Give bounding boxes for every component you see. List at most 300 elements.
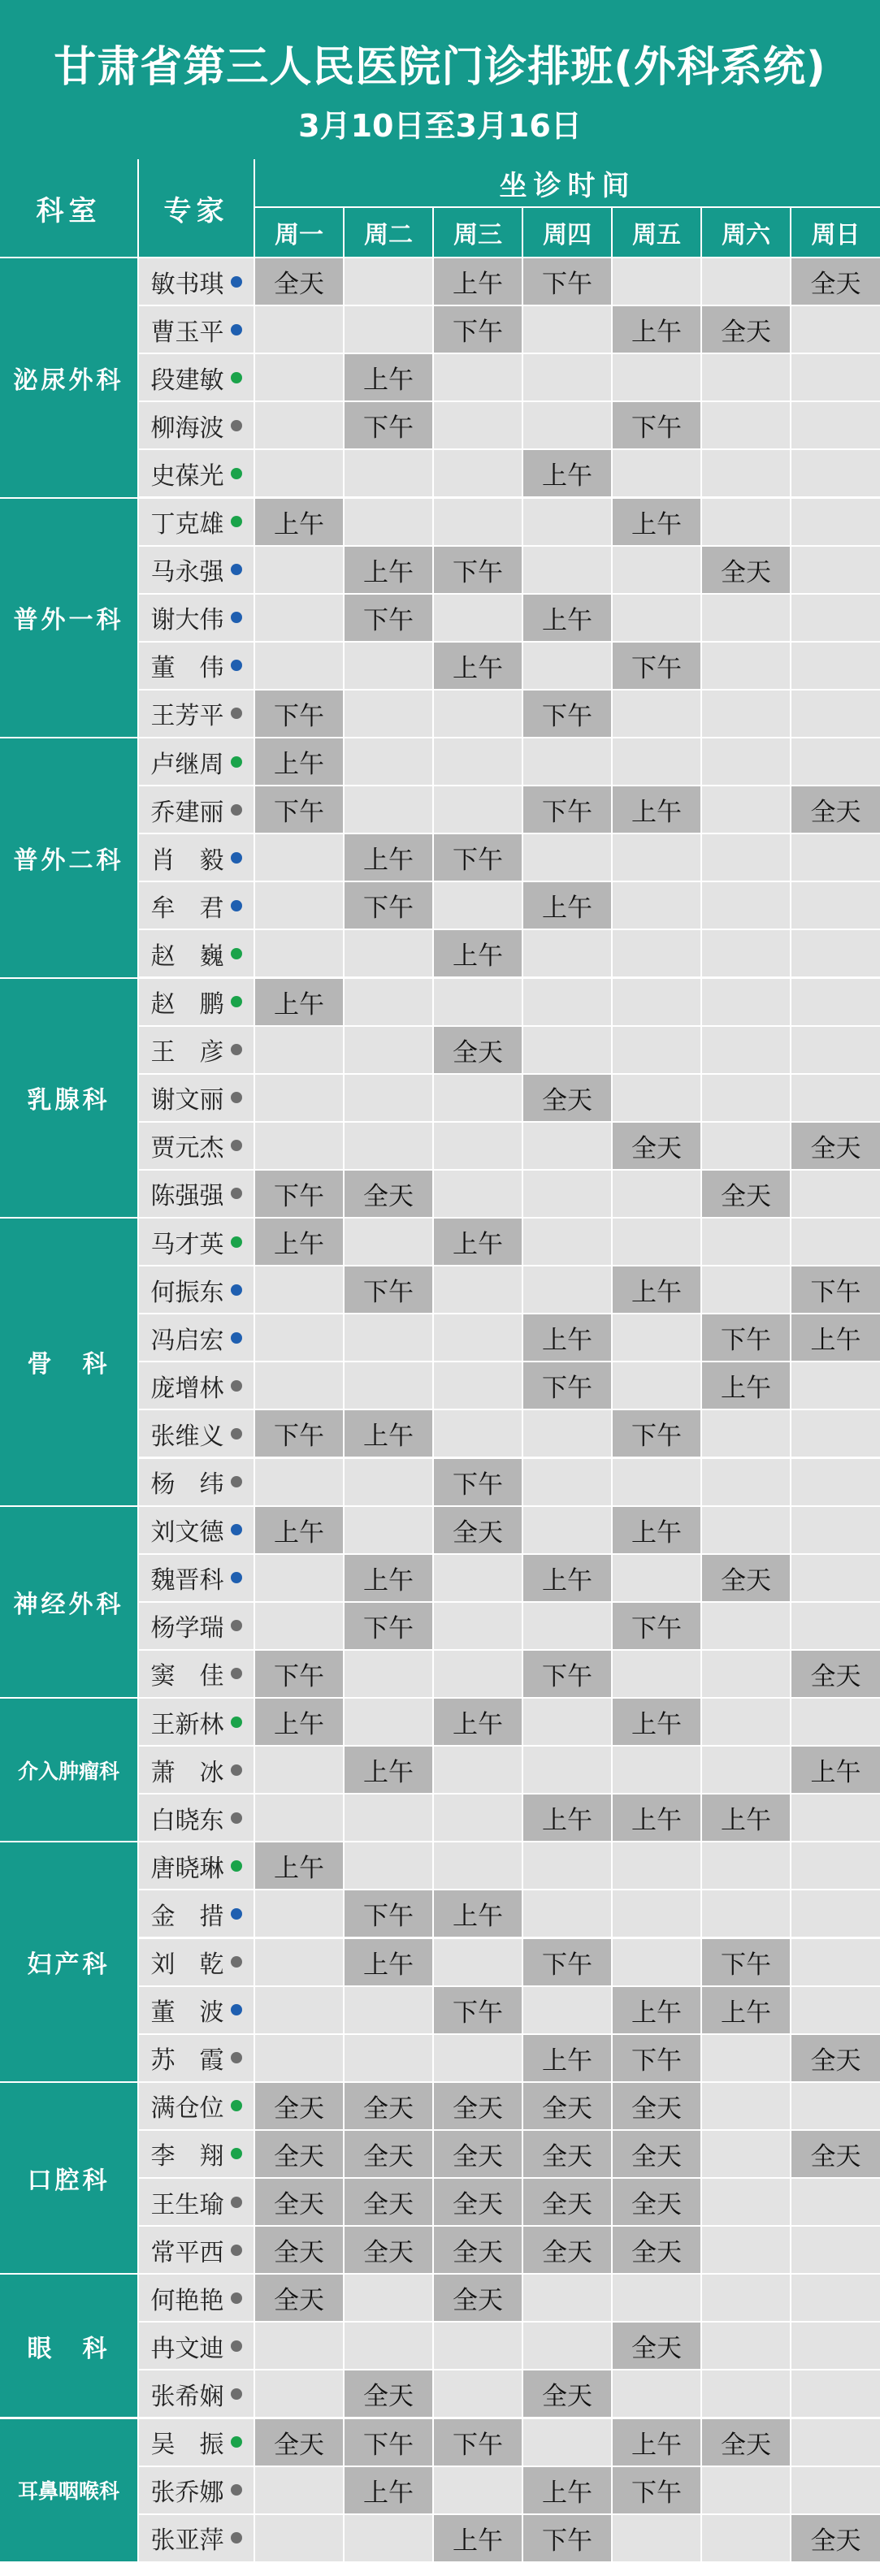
schedule-cell: [523, 499, 611, 545]
status-dot-icon: [231, 2004, 242, 2015]
schedule-cell: [791, 2370, 880, 2417]
doctor-name: 魏晋科: [150, 1566, 224, 1595]
schedule-cell: [434, 450, 522, 496]
schedule-cell: [702, 1890, 790, 1937]
schedule-cell: 上午: [613, 1699, 700, 1745]
schedule-cell: [702, 2515, 790, 2561]
schedule-cell: [613, 2370, 700, 2417]
doctor-cell: [139, 1314, 254, 1361]
schedule-cell: [345, 2035, 432, 2081]
schedule-cell: [613, 1362, 700, 1409]
doctor-name: 丁克雄: [150, 510, 224, 539]
schedule-cell: 上午: [523, 450, 611, 496]
doctor-cell: [139, 1603, 254, 1649]
schedule-cell: 上午: [523, 1555, 611, 1601]
schedule-cell: 上午: [345, 1747, 432, 1793]
schedule-cell: 下午: [345, 1890, 432, 1937]
status-dot-icon: [231, 1284, 242, 1296]
schedule-cell: 下午: [702, 1314, 790, 1361]
status-dot-icon: [231, 1860, 242, 1872]
status-dot-icon: [231, 996, 242, 1007]
schedule-cell: [523, 1699, 611, 1745]
schedule-cell: 上午: [613, 2419, 700, 2466]
doctor-name: 金 措: [150, 1902, 224, 1931]
schedule-cell: 下午: [523, 258, 611, 305]
schedule-cell: 上午: [702, 1362, 790, 1409]
schedule-cell: 全天: [613, 1123, 700, 1169]
schedule-cell: [702, 354, 790, 400]
doctor-name: 何艳艳: [150, 2286, 224, 2315]
schedule-cell: [613, 691, 700, 737]
schedule-cell: [702, 1459, 790, 1505]
doctor-cell: [139, 2179, 254, 2225]
status-dot-icon: [231, 1764, 242, 1776]
schedule-cell: [255, 882, 343, 929]
schedule-cell: [345, 2515, 432, 2561]
schedule-cell: 全天: [702, 1171, 790, 1217]
schedule-cell: [702, 2323, 790, 2369]
schedule-cell: 上午: [255, 1699, 343, 1745]
schedule-cell: 全天: [255, 2275, 343, 2321]
schedule-cell: 上午: [434, 258, 522, 305]
schedule-cell: [523, 834, 611, 881]
schedule-cell: [613, 1555, 700, 1601]
schedule-cell: [345, 1651, 432, 1697]
status-dot-icon: [231, 2052, 242, 2063]
header-banner: [0, 0, 880, 159]
schedule-cell: 全天: [434, 1027, 522, 1073]
doctor-cell: [139, 1362, 254, 1409]
schedule-cell: 上午: [255, 1219, 343, 1265]
schedule-cell: [255, 2323, 343, 2369]
schedule-cell: [791, 2179, 880, 2225]
schedule-cell: [345, 450, 432, 496]
doctor-name: 谢文丽: [150, 1086, 224, 1115]
schedule-cell: 下午: [345, 595, 432, 641]
schedule-cell: 全天: [434, 1507, 522, 1553]
schedule-cell: 下午: [255, 1651, 343, 1697]
schedule-cell: [702, 1651, 790, 1697]
schedule-cell: 全天: [345, 2179, 432, 2225]
doctor-name: 陈强强: [150, 1182, 224, 1211]
doctor-cell: [139, 1842, 254, 1889]
schedule-cell: [434, 2035, 522, 2081]
schedule-cell: 上午: [434, 1699, 522, 1745]
doctor-name: 史葆光: [150, 461, 224, 491]
status-dot-icon: [231, 1524, 242, 1535]
schedule-cell: 上午: [255, 1842, 343, 1889]
schedule-cell: [434, 738, 522, 785]
schedule-cell: 全天: [791, 2131, 880, 2177]
doctor-name: 萧 冰: [150, 1758, 224, 1787]
status-dot-icon: [231, 1476, 242, 1487]
schedule-cell: [345, 258, 432, 305]
doctor-cell: [139, 547, 254, 593]
doctor-name: 吴 振: [150, 2431, 224, 2460]
schedule-cell: 全天: [702, 306, 790, 353]
doctor-cell: [139, 1219, 254, 1265]
schedule-cell: 全天: [434, 2179, 522, 2225]
status-dot-icon: [231, 564, 242, 575]
status-dot-icon: [231, 276, 242, 288]
schedule-cell: [434, 1795, 522, 1841]
schedule-cell: [345, 786, 432, 833]
doctor-name: 董 波: [150, 1998, 224, 2028]
schedule-cell: 上午: [613, 1795, 700, 1841]
status-dot-icon: [231, 612, 242, 623]
doctor-name: 张希娴: [150, 2382, 224, 2411]
schedule-cell: 下午: [434, 1459, 522, 1505]
schedule-cell: [255, 2467, 343, 2513]
schedule-cell: [613, 979, 700, 1025]
schedule-cell: 全天: [791, 258, 880, 305]
schedule-cell: [345, 1842, 432, 1889]
schedule-cell: 上午: [523, 882, 611, 929]
schedule-cell: 全天: [345, 2370, 432, 2417]
status-dot-icon: [231, 2148, 242, 2159]
doctor-name: 窦 佳: [150, 1662, 224, 1691]
doctor-name: 段建敏: [150, 366, 224, 395]
doctor-cell: [139, 258, 254, 305]
status-dot-icon: [231, 1812, 242, 1824]
schedule-cell: [791, 1603, 880, 1649]
schedule-cell: 下午: [523, 786, 611, 833]
schedule-cell: [255, 595, 343, 641]
schedule-cell: [791, 1555, 880, 1601]
schedule-cell: [255, 2035, 343, 2081]
schedule-cell: [702, 1747, 790, 1793]
schedule-cell: 上午: [345, 547, 432, 593]
schedule-cell: [702, 979, 790, 1025]
schedule-cell: [523, 979, 611, 1025]
schedule-cell: [791, 1842, 880, 1889]
schedule-cell: 全天: [702, 2419, 790, 2466]
schedule-cell: 上午: [702, 1795, 790, 1841]
doctor-name: 庞增林: [150, 1374, 224, 1403]
schedule-cell: [255, 1987, 343, 2033]
schedule-cell: [613, 882, 700, 929]
schedule-cell: 全天: [255, 2227, 343, 2273]
schedule-cell: 全天: [523, 2227, 611, 2273]
status-dot-icon: [231, 1956, 242, 1968]
doctor-cell: [139, 834, 254, 881]
schedule-cell: 上午: [345, 2467, 432, 2513]
schedule-cell: [791, 2467, 880, 2513]
doctor-name: 杨 纬: [150, 1470, 224, 1500]
doctor-name: 张乔娜: [150, 2479, 224, 2508]
schedule-cell: 全天: [791, 1123, 880, 1169]
schedule-cell: [702, 2131, 790, 2177]
schedule-cell: 全天: [255, 2419, 343, 2466]
schedule-cell: 全天: [613, 2323, 700, 2369]
schedule-cell: 下午: [255, 1410, 343, 1457]
status-dot-icon: [231, 1092, 242, 1103]
schedule-cell: 下午: [613, 2467, 700, 2513]
schedule-cell: 上午: [613, 1987, 700, 2033]
day-header: 周日: [791, 208, 880, 257]
schedule-cell: 下午: [255, 1171, 343, 1217]
status-dot-icon: [231, 1140, 242, 1151]
schedule-cell: 全天: [523, 2370, 611, 2417]
doctor-cell: [139, 1747, 254, 1793]
status-dot-icon: [231, 2292, 242, 2304]
schedule-cell: [791, 2323, 880, 2369]
doctor-cell: [139, 2035, 254, 2081]
schedule-cell: 全天: [255, 2131, 343, 2177]
schedule-cell: [791, 1890, 880, 1937]
schedule-cell: [523, 1747, 611, 1793]
schedule-cell: [702, 1219, 790, 1265]
status-dot-icon: [231, 1332, 242, 1344]
schedule-cell: [434, 1075, 522, 1121]
schedule-cell: [523, 1171, 611, 1217]
doctor-cell: [139, 1651, 254, 1697]
doctor-cell: [139, 450, 254, 496]
schedule-cell: [345, 1027, 432, 1073]
schedule-cell: 全天: [791, 1651, 880, 1697]
schedule-cell: 全天: [345, 1171, 432, 1217]
schedule-cell: [791, 2419, 880, 2466]
schedule-cell: [613, 738, 700, 785]
schedule-cell: 全天: [613, 2131, 700, 2177]
doctor-cell: [139, 1075, 254, 1121]
schedule-cell: 上午: [523, 2467, 611, 2513]
schedule-cell: [345, 1987, 432, 2033]
schedule-cell: [434, 691, 522, 737]
schedule-cell: [791, 1171, 880, 1217]
day-header: 周五: [613, 208, 700, 257]
doctor-cell: [139, 979, 254, 1025]
department-cell: 普外二科: [0, 738, 137, 977]
doctor-cell: [139, 930, 254, 976]
doctor-name: 苏 霞: [150, 2046, 224, 2076]
status-dot-icon: [231, 468, 242, 479]
department-header: 科室: [0, 159, 137, 257]
doctor-cell: [139, 882, 254, 929]
schedule-cell: [434, 1603, 522, 1649]
schedule-cell: [702, 402, 790, 448]
schedule-cell: [791, 1459, 880, 1505]
doctor-cell: [139, 2370, 254, 2417]
schedule-cell: [791, 1507, 880, 1553]
doctor-cell: [139, 1027, 254, 1073]
schedule-cell: [255, 643, 343, 689]
schedule-cell: [791, 738, 880, 785]
schedule-cell: 上午: [702, 1987, 790, 2033]
doctor-cell: [139, 786, 254, 833]
schedule-cell: [345, 499, 432, 545]
schedule-cell: [702, 1075, 790, 1121]
department-cell: 骨 科: [0, 1219, 137, 1505]
schedule-cell: [702, 1027, 790, 1073]
status-dot-icon: [231, 1188, 242, 1199]
schedule-cell: [702, 1699, 790, 1745]
schedule-cell: [255, 2370, 343, 2417]
doctor-name: 马永强: [150, 558, 224, 587]
schedule-cell: [791, 1939, 880, 1985]
schedule-cell: 下午: [613, 643, 700, 689]
status-dot-icon: [231, 756, 242, 768]
schedule-cell: [434, 1266, 522, 1313]
doctor-name: 卢继周: [150, 750, 224, 779]
doctor-name: 张维义: [150, 1422, 224, 1451]
day-header: 周二: [345, 208, 432, 257]
schedule-cell: [791, 2083, 880, 2129]
schedule-cell: [702, 834, 790, 881]
schedule-cell: 全天: [345, 2083, 432, 2129]
schedule-cell: 全天: [255, 258, 343, 305]
doctor-name: 冉文迪: [150, 2334, 224, 2363]
department-cell: 耳鼻咽喉科: [0, 2419, 137, 2561]
schedule-cell: [702, 1507, 790, 1553]
schedule-cell: [791, 450, 880, 496]
schedule-cell: 全天: [791, 786, 880, 833]
schedule-cell: [523, 306, 611, 353]
schedule-cell: 上午: [791, 1747, 880, 1793]
schedule-cell: 全天: [255, 2083, 343, 2129]
doctor-cell: [139, 1171, 254, 1217]
doctor-cell: [139, 1266, 254, 1313]
doctor-cell: [139, 306, 254, 353]
doctor-name: 刘文德: [150, 1518, 224, 1548]
schedule-cell: 上午: [345, 834, 432, 881]
schedule-cell: [523, 643, 611, 689]
schedule-cell: 全天: [613, 2179, 700, 2225]
schedule-cell: 全天: [434, 2131, 522, 2177]
time-header: 坐诊时间: [255, 159, 880, 206]
schedule-cell: [434, 1842, 522, 1889]
department-cell: 普外一科: [0, 499, 137, 738]
schedule-cell: 下午: [523, 2515, 611, 2561]
status-dot-icon: [231, 900, 242, 911]
schedule-cell: 上午: [345, 1939, 432, 1985]
schedule-cell: [345, 930, 432, 976]
status-dot-icon: [231, 2484, 242, 2496]
doctor-name: 满仓位: [150, 2094, 224, 2124]
status-dot-icon: [231, 2340, 242, 2352]
day-header: 周四: [523, 208, 611, 257]
schedule-cell: [434, 2467, 522, 2513]
doctor-name: 董 伟: [150, 654, 224, 683]
schedule-cell: [613, 1890, 700, 1937]
schedule-cell: [613, 2515, 700, 2561]
schedule-cell: [345, 1699, 432, 1745]
department-cell: 介入肿瘤科: [0, 1699, 137, 1841]
schedule-cell: [345, 738, 432, 785]
schedule-cell: 下午: [345, 1266, 432, 1313]
doctor-cell: [139, 1699, 254, 1745]
schedule-cell: [255, 354, 343, 400]
schedule-cell: [523, 1842, 611, 1889]
schedule-cell: [791, 834, 880, 881]
schedule-cell: 全天: [434, 2083, 522, 2129]
doctor-name: 柳海波: [150, 413, 224, 443]
schedule-cell: 全天: [702, 1555, 790, 1601]
schedule-cell: [523, 1890, 611, 1937]
schedule-cell: [345, 1075, 432, 1121]
schedule-cell: 上午: [613, 1507, 700, 1553]
doctor-cell: [139, 691, 254, 737]
schedule-cell: [255, 1075, 343, 1121]
doctor-name: 白晓东: [150, 1806, 224, 1835]
schedule-cell: [791, 1699, 880, 1745]
schedule-cell: [345, 1459, 432, 1505]
schedule-cell: 上午: [345, 1410, 432, 1457]
schedule-cell: [434, 1410, 522, 1457]
schedule-cell: [523, 930, 611, 976]
schedule-cell: [255, 1603, 343, 1649]
schedule-cell: [613, 1219, 700, 1265]
department-cell: 眼 科: [0, 2275, 137, 2417]
status-dot-icon: [231, 324, 242, 336]
schedule-cell: [434, 1171, 522, 1217]
schedule-cell: [791, 547, 880, 593]
doctor-name: 刘 乾: [150, 1950, 224, 1980]
schedule-cell: [345, 979, 432, 1025]
schedule-cell: [791, 499, 880, 545]
schedule-cell: 上午: [523, 2035, 611, 2081]
doctor-cell: [139, 354, 254, 400]
schedule-cell: [791, 930, 880, 976]
status-dot-icon: [231, 2245, 242, 2256]
schedule-cell: [345, 1219, 432, 1265]
schedule-cell: [702, 1266, 790, 1313]
schedule-cell: [523, 1987, 611, 2033]
schedule-cell: [702, 1123, 790, 1169]
schedule-cell: 下午: [434, 2419, 522, 2466]
schedule-cell: 下午: [523, 1362, 611, 1409]
schedule-cell: 全天: [345, 2227, 432, 2273]
schedule-cell: [791, 595, 880, 641]
schedule-cell: 全天: [791, 2035, 880, 2081]
schedule-cell: 上午: [255, 979, 343, 1025]
status-dot-icon: [231, 516, 242, 527]
schedule-cell: [255, 450, 343, 496]
schedule-cell: 上午: [345, 354, 432, 400]
doctor-name: 赵 巍: [150, 942, 224, 971]
schedule-cell: 上午: [434, 1219, 522, 1265]
schedule-cell: [613, 258, 700, 305]
status-dot-icon: [231, 1717, 242, 1728]
doctor-name: 李 翔: [150, 2142, 224, 2171]
schedule-cell: [702, 2467, 790, 2513]
schedule-cell: [791, 1027, 880, 1073]
doctor-cell: [139, 643, 254, 689]
schedule-cell: [434, 2370, 522, 2417]
schedule-cell: 全天: [613, 2227, 700, 2273]
schedule-cell: 下午: [613, 402, 700, 448]
doctor-name: 王芳平: [150, 702, 224, 731]
schedule-cell: [791, 979, 880, 1025]
schedule-cell: [613, 1171, 700, 1217]
department-cell: 泌尿外科: [0, 258, 137, 497]
schedule-cell: [345, 1123, 432, 1169]
department-cell: 乳腺科: [0, 979, 137, 1218]
schedule-cell: 上午: [255, 499, 343, 545]
schedule-cell: [434, 786, 522, 833]
doctor-cell: [139, 2419, 254, 2466]
schedule-cell: 下午: [702, 1939, 790, 1985]
doctor-cell: [139, 2323, 254, 2369]
schedule-cell: [702, 499, 790, 545]
doctor-cell: [139, 595, 254, 641]
doctor-name: 常平西: [150, 2238, 224, 2267]
doctor-cell: [139, 1459, 254, 1505]
schedule-cell: [434, 1123, 522, 1169]
schedule-cell: 下午: [434, 306, 522, 353]
schedule-cell: 全天: [523, 1075, 611, 1121]
schedule-cell: [255, 1459, 343, 1505]
